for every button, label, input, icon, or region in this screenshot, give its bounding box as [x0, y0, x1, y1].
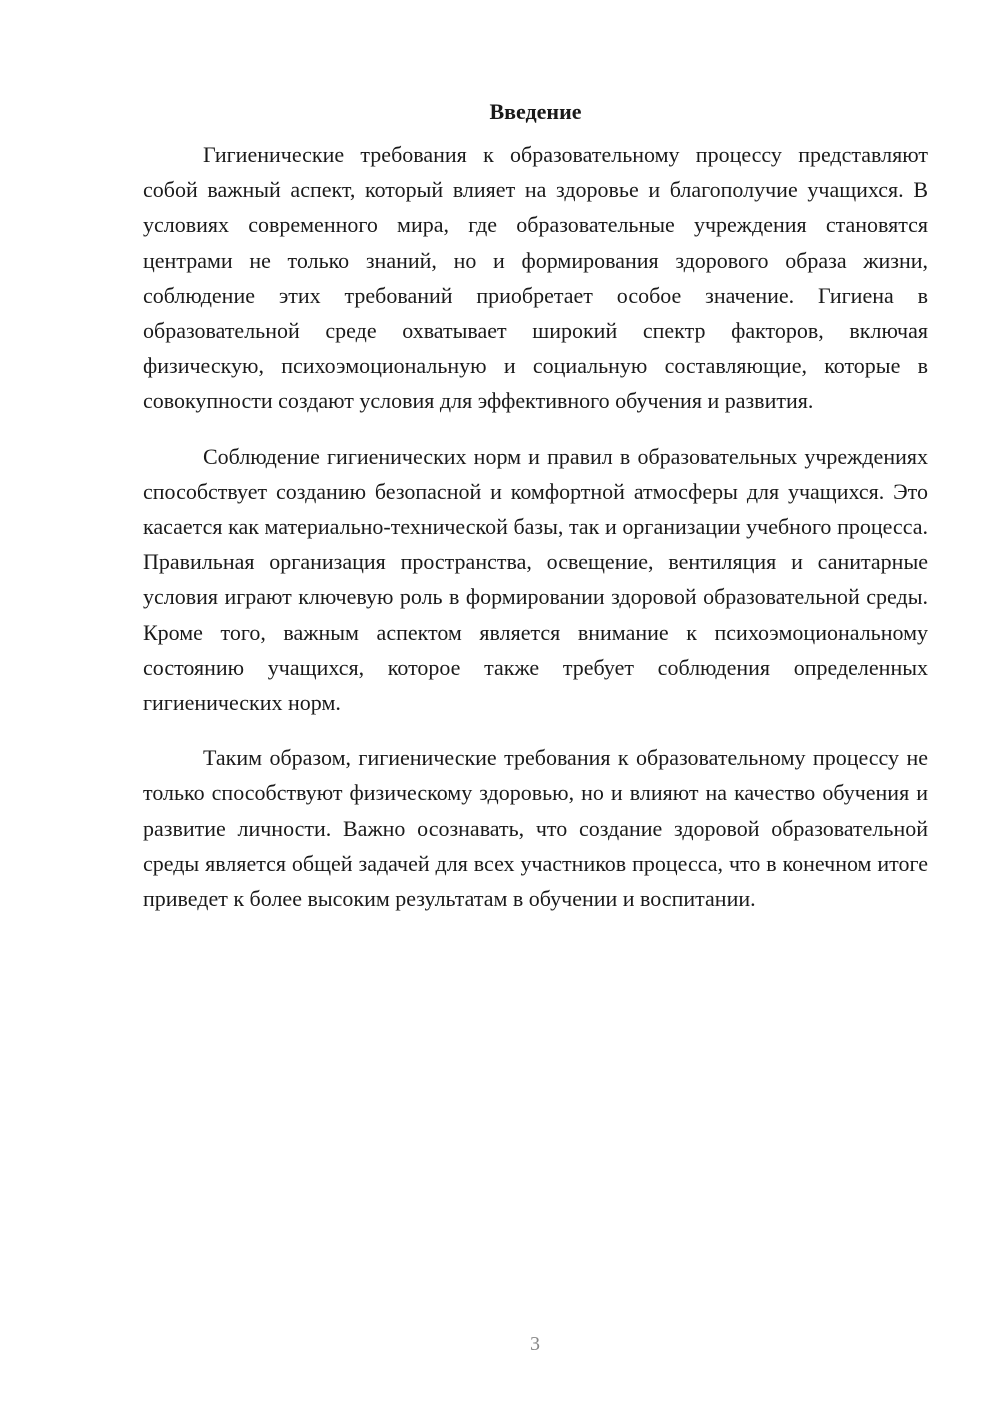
document-body: [143, 97, 928, 936]
paragraph-1: Гигиенические требования к образовательному процессу представляют собой важный аспект, который влияет на здоровье и благополучие учащихся. В условиях современного мира, где образовательные учреждения становятся центрами не только знаний, но и формирования здорового образа жизни, соблюдение этих требований приобретает особое значение. Гигиена в образовательной среде охватывает широкий спектр факторов, включая физическую, психоэмоциональную и социальную составляющие, которые в совокупности создают условия для эффективного обучения и развития.: [143, 142, 928, 414]
paragraph-2: Соблюдение гигиенических норм и правил в образовательных учреждениях способствует созданию безопасной и комфортной атмосферы для учащихся. Это касается как материально-технической базы, так и организации учебного процесса. Правильная организация пространства, освещение, вентиляция и санитарные условия играют ключевую роль в формировании здоровой образовательной среды. Кроме того, важным аспектом является внимание к психоэмоциональному состоянию учащихся, которое также требует соблюдения определенных гигиенических норм.: [143, 443, 928, 716]
page-number: 3: [530, 1333, 540, 1355]
section-heading: Введение: [489, 99, 582, 124]
paragraph-3: Таким образом, гигиенические требования к образовательному процессу не только способствуют физическому здоровью, но и влияют на качество обучения и развитие личности. Важно осознавать, что создание здоровой образовательной среды является общей задачей для всех участников процесса, что в конечном итоге приведет к более высоким результатам в обучении и воспитании.: [143, 745, 928, 912]
